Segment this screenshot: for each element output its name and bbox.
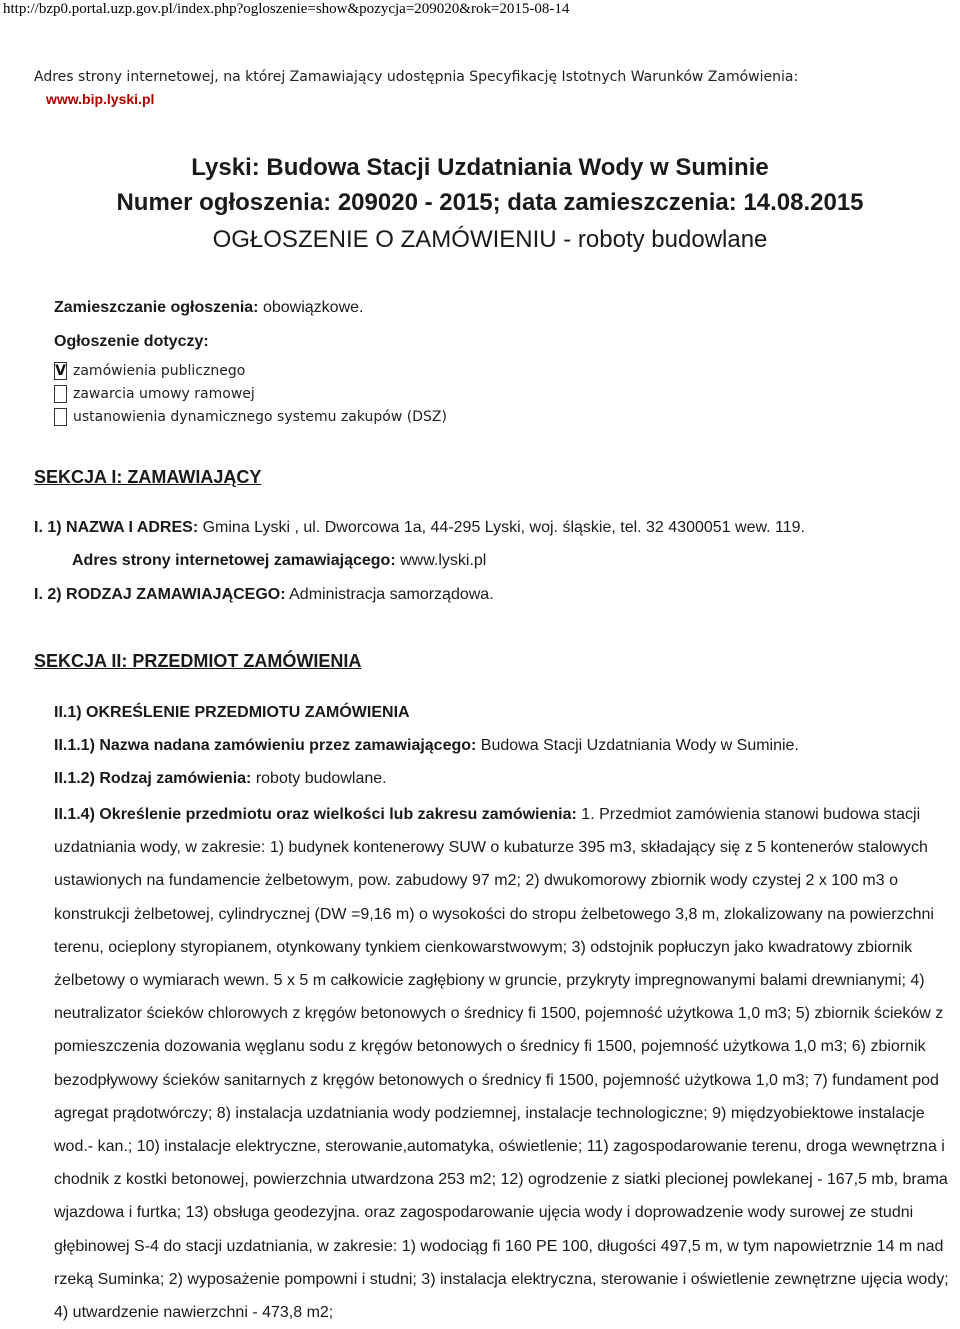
web-label: Adres strony internetowej zamawiającego:	[72, 552, 396, 569]
notice-number: Numer ogłoszenia: 209020 - 2015; data zamieszczenia: 14.08.2015	[116, 189, 864, 216]
contracting-authority-type-row	[34, 585, 494, 605]
contract-kind-value: roboty budowlane.	[251, 770, 387, 787]
checkbox-checked-icon: V	[55, 363, 66, 379]
section-2-heading: SEKCJA II: PRZEDMIOT ZAMÓWIENIA	[34, 651, 362, 671]
contracting-authority-name-row	[34, 518, 805, 538]
placement-value: obowiązkowe.	[258, 299, 364, 316]
concerns-option-dsz	[54, 407, 447, 427]
concerns-option-label: zamówienia publicznego	[73, 363, 246, 379]
page-url: http://bzp0.portal.uzp.gov.pl/index.php?ogloszenie=show&pozycja=209020&rok=2015-08-14	[3, 1, 570, 17]
placement-label: Zamieszczanie ogłoszenia:	[54, 299, 259, 316]
subject-subheading: II.1) OKREŚLENIE PRZEDMIOTU ZAMÓWIENIA	[54, 704, 410, 721]
contract-description-label: II.1.4) Określenie przedmiotu oraz wielkości lub zakresu zamówienia:	[54, 806, 577, 823]
contracting-authority-web-row	[72, 551, 486, 571]
concerns-option-public-contract	[54, 361, 245, 381]
checkbox-empty-icon	[54, 408, 67, 426]
concerns-option-framework-agreement	[54, 384, 255, 404]
concerns-option-label: zawarcia umowy ramowej	[73, 386, 255, 402]
section-1-heading: SEKCJA I: ZAMAWIAJĄCY	[34, 467, 262, 487]
notice-title: Lyski: Budowa Stacji Uzdatniania Wody w Suminie	[191, 154, 769, 181]
concerns-label: Ogłoszenie dotyczy:	[54, 333, 209, 350]
concerns-option-label: ustanowienia dynamicznego systemu zakupów (DSZ)	[73, 409, 447, 425]
contract-kind-row	[54, 769, 387, 789]
siwz-address-link[interactable]: www.bip.lyski.pl	[46, 91, 155, 107]
contract-kind-label: II.1.2) Rodzaj zamówienia:	[54, 770, 252, 787]
checkbox-empty-icon	[54, 385, 67, 403]
web-value: www.lyski.pl	[395, 552, 487, 569]
siwz-address-label: Adres strony internetowej, na której Zamawiający udostępnia Specyfikację Istotnych Warunków Zamówienia:	[34, 69, 799, 85]
contract-name-label: II.1.1) Nazwa nadana zamówieniu przez zamawiającego:	[54, 737, 477, 754]
contract-description-value: 1. Przedmiot zamówienia stanowi budowa stacji uzdatniania wody, w zakresie: 1) budynek kontenerowy SUW o kubaturze 395 m3, składający się z 5 kontenerów stalowych ustawionych na fundamencie żelbetowym, pow. zabudowy 97 m2; 2) dwukomorowy zbiornik wody czystej 2 x 100 m3 o konstrukcji żelbetowej, cylindrycznej (DW =9,16 m) o wysokości do stropu żelbetowego 3,8 m, zlokalizowany na powierzchni terenu, ocieplony styropianem, otynkowany tynkiem cienkowarstwowym; 3) odstojnik popłuczyn jako kwadratowy zbiornik żelbetowy o wymiarach wewn. 5 x 5 m całkowicie zagłębiony w gruncie, przykryty impregnowanymi balami drewnianymi; 4) neutralizator ścieków chlorowych z kręgów betonowych o średnicy fi 1500, pojemność użytkowa 1,0 m3; 5) zbiornik ścieków z pomieszczenia dozowania węglanu sodu z kręgów betonowych o średnicy fi 1500, pojemność użytkowa 1,0 m3; 6) zbiornik bezodpływowy ścieków sanitarnych z kręgów betonowych o średnicy fi 1500, pojemność użytkowa 1,0 m3; 7) fundament pod agregat prądotwórczy; 8) instalacja uzdatniania wody podziemnej, instalacje technologiczne; 9) międzyobiektowe instalacje wod.- kan.; 10) instalacje elektryczne, sterowanie,automatyka, oświetlenie; 11) zagospodarowanie terenu, droga wewnętrzna i chodnik z kostki betonowej, powierzchnia utwardzona 253 m2; 12) ogrodzenie z siatki plecionej powlekanej - 167,5 mb, brama wjazdowa i furtka; 13) obsługa geodezyjna. oraz zagospodarowanie ujęcia wody i doprowadzenie wody surowej ze studni głębinowej S-4 do stacji uzdatniania, w zakresie: 1) wodociąg fi 160 PE 100, długości 497,5 m, w tym napowietrznie 14 m nad rzeką Suminka; 2) wyposażenie pompowni i studni; 3) instalacja elektryczna, sterowanie i oświetlenie zewnętrzne ujęcia wody; 4) utwardzenie nawierzchni - 473,8 m2;	[54, 806, 949, 1322]
notice-type: OGŁOSZENIE O ZAMÓWIENIU - roboty budowlane	[212, 226, 768, 253]
placement-row	[54, 298, 363, 318]
contract-description	[54, 798, 956, 1329]
type-value: Administracja samorządowa.	[285, 586, 494, 603]
name-value: Gmina Lyski , ul. Dworcowa 1a, 44-295 Lyski, woj. śląskie, tel. 32 4300051 wew. 119.	[198, 519, 805, 536]
contract-name-value: Budowa Stacji Uzdatniania Wody w Suminie.	[476, 737, 799, 754]
contract-name-row	[54, 736, 799, 756]
name-label: I. 1) NAZWA I ADRES:	[34, 519, 199, 536]
type-label: I. 2) RODZAJ ZAMAWIAJĄCEGO:	[34, 586, 286, 603]
